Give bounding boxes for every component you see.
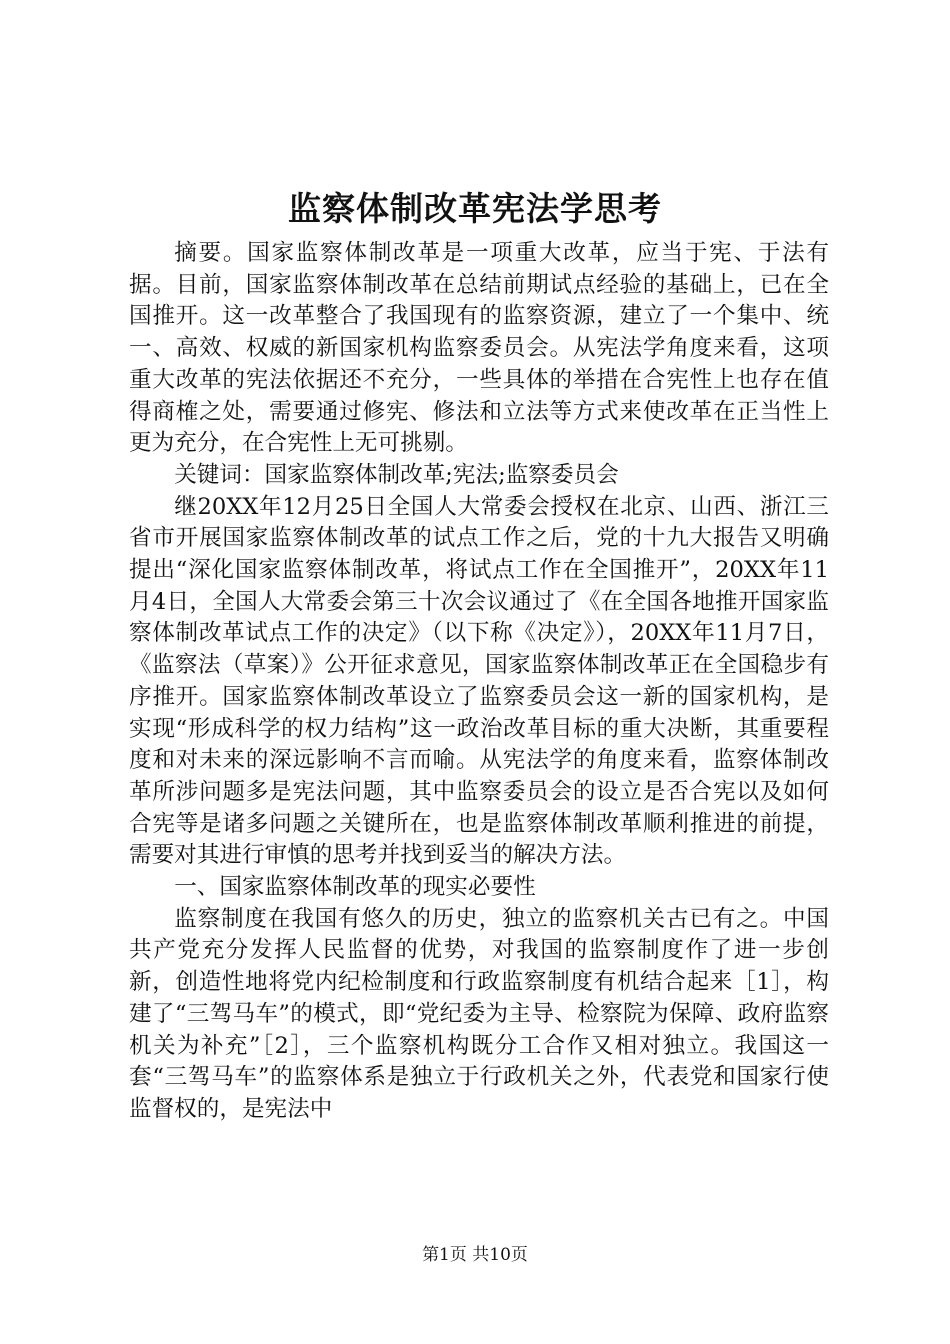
page-number: 第1页 共10页: [422, 1245, 528, 1265]
intro-paragraph: 继20XX年12月25日全国人大常委会授权在北京、山西、浙江三省市开展国家监察体制改革的试点工作之后，党的十九大报告又明确提出“深化国家监察体制改革，将试点工作在全国推开”，20XX年11月4日，全国人大常委会第三十次会议通过了《在全国各地推开国家监察体制改革试点工作的决定》（以下称《决定》），20XX年11月7日，《监察法（草案）》公开征求意见，国家监察体制改革正在全国稳步有序推开。国家监察体制改革设立了监察委员会这一新的国家机构，是实现“形成科学的权力结构”这一政治改革目标的重大决断，其重要程度和对未来的深远影响不言而喻。从宪法学的角度来看，监察体制改革所涉问题多是宪法问题，其中监察委员会的设立是否合宪以及如何合宪等是诸多问题之关键所在，也是监察体制改革顺利推进的前提，需要对其进行审慎的思考并找到妥当的解决方法。: [129, 493, 829, 869]
section-heading: 一、国家监察体制改革的现实必要性: [174, 874, 536, 901]
abstract-paragraph: 摘要。国家监察体制改革是一项重大改革，应当于宪、于法有据。目前，国家监察体制改革在总结前期试点经验的基础上，已在全国推开。这一改革整合了我国现有的监察资源，建立了一个集中、统一、高效、权威的新国家机构监察委员会。从宪法学角度来看，这项重大改革的宪法依据还不充分，一些具体的举措在合宪性上也存在值得商榷之处，需要通过修宪、修法和立法等方式来使改革在正当性上更为充分，在合宪性上无可挑剔。: [129, 240, 829, 457]
document-title: 监察体制改革宪法学思考: [288, 189, 662, 228]
document-body: [129, 238, 829, 1126]
keywords-paragraph: 关键词：国家监察体制改革;宪法;监察委员会: [174, 461, 619, 488]
section-paragraph: 监察制度在我国有悠久的历史，独立的监察机关古已有之。中国共产党充分发挥人民监督的优势，对我国的监察制度作了进一步创新，创造性地将党内纪检制度和行政监察制度有机结合起来［1］，构建了“三驾马车”的模式，即“党纪委为主导、检察院为保障、政府监察机关为补充”［2］，三个监察机构既分工合作又相对独立。我国这一套“三驾马车”的监察体系是独立于行政机关之外，代表党和国家行使监督权的，是宪法中: [129, 905, 829, 1122]
